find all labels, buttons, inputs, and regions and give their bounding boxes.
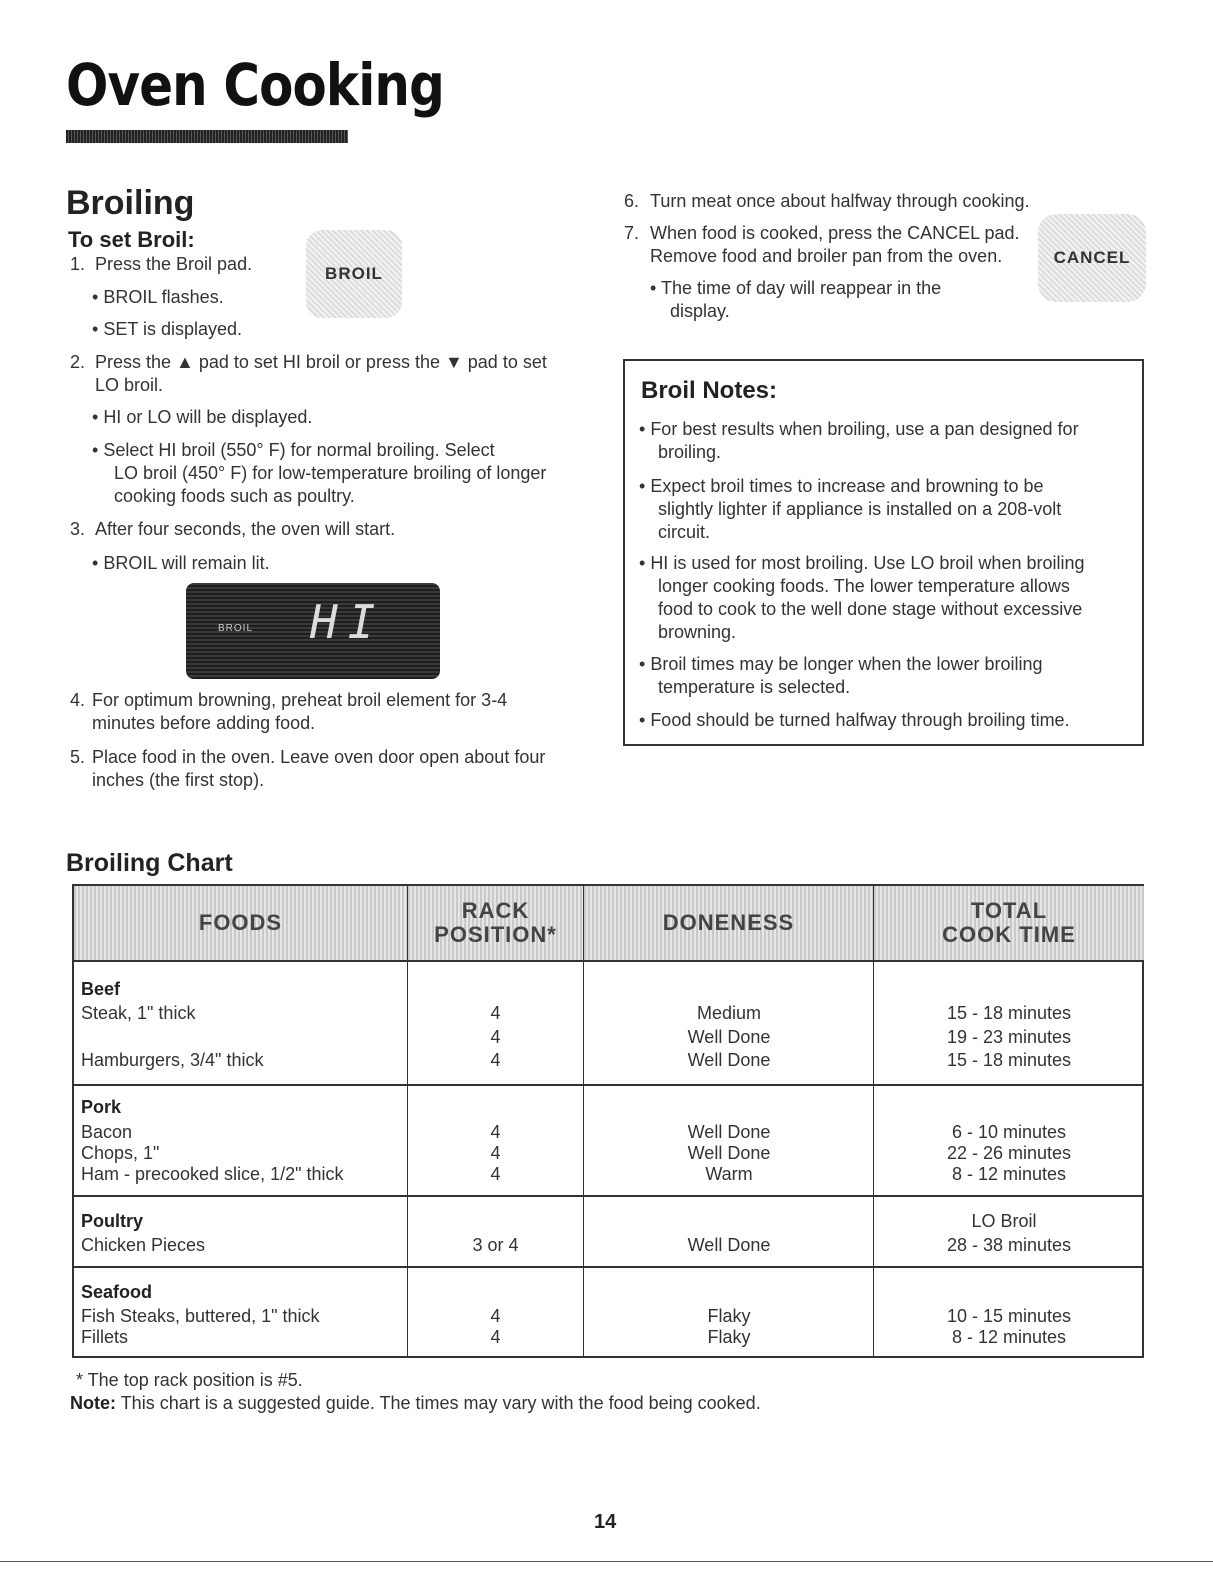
note-text: Expect broil times to increase and browning to be [650, 476, 1044, 496]
broil-notes-title: Broil Notes: [641, 377, 778, 404]
note-item: • HI is used for most broiling. Use LO broil when broiling longer cooking foods. The lower temperature allows food to cook to the well done stage without excessive browning. [639, 553, 1085, 642]
bullet-text-line3: cooking foods such as poultry. [114, 486, 355, 506]
food-cell: Ham - precooked slice, 1/2" thick [81, 1164, 344, 1184]
doneness-cell: Well Done [687, 1235, 771, 1255]
note-text: HI is used for most broiling. Use LO broil when broiling [650, 553, 1085, 573]
bullet-item: • SET is displayed. [92, 319, 243, 339]
note-item: • Food should be turned halfway through broiling time. [639, 710, 1070, 730]
broiling-chart-title: Broiling Chart [66, 849, 233, 877]
doneness-cell: Warm [705, 1164, 753, 1184]
rack-cell: 4 [490, 1003, 501, 1023]
bullet-text: Select HI broil (550° F) for normal broiling. Select [103, 440, 495, 460]
step-text-line2: Remove food and broiler pan from the oven. [650, 246, 1003, 266]
step-number: 4. [70, 690, 86, 710]
column-divider [873, 886, 874, 1356]
cook-time-cell: 8 - 12 minutes [951, 1164, 1067, 1184]
doneness-cell: Flaky [707, 1327, 751, 1347]
food-cell: Chops, 1" [81, 1143, 160, 1163]
step-number: 1. [70, 254, 86, 274]
step-text-line2: LO broil. [95, 375, 164, 395]
step-text: After four seconds, the oven will start. [95, 519, 396, 539]
cook-time-cell: 19 - 23 minutes [946, 1027, 1072, 1047]
doneness-cell: Well Done [687, 1122, 771, 1142]
broil-pad-label: BROIL [325, 264, 383, 283]
bullet-item: • The time of day will reappear in the [650, 278, 942, 298]
step-text: For optimum browning, preheat broil element for 3-4 [92, 690, 508, 710]
doneness-cell: Medium [696, 1003, 762, 1023]
bottom-rule [0, 1561, 1213, 1562]
note-text: temperature is selected. [658, 677, 851, 697]
bullet-item: • Select HI broil (550° F) for normal broiling. Select [92, 440, 495, 460]
note-text: For best results when broiling, use a pan designed for [650, 419, 1079, 439]
cook-time-cell: 10 - 15 minutes [946, 1306, 1072, 1326]
display-broil-indicator: BROIL [218, 623, 254, 634]
header-foods [74, 886, 407, 960]
note-text: food to cook to the well done stage without excessive [658, 599, 1083, 619]
note-text: slightly lighter if appliance is installed on a 208-volt [658, 499, 1062, 519]
bullet-text-line2: display. [670, 301, 730, 321]
header-rack-position [408, 886, 583, 960]
doneness-cell: Well Done [687, 1050, 771, 1070]
display-readout: HI [310, 595, 386, 649]
cook-time-cell: 28 - 38 minutes [946, 1235, 1072, 1255]
category-label-pork: Pork [81, 1097, 122, 1117]
note-label: Note: [70, 1393, 116, 1413]
food-cell: Hamburgers, 3/4" thick [81, 1050, 264, 1070]
bullet-item: • HI or LO will be displayed. [92, 407, 313, 427]
step-text: Press the ▲ pad to set HI broil or press the ▼ pad to set [95, 352, 547, 372]
category-label-seafood: Seafood [81, 1282, 153, 1302]
note-text: Food should be turned halfway through broiling time. [650, 710, 1070, 730]
category-label-beef: Beef [81, 979, 121, 999]
broil-pad-button [306, 230, 402, 318]
cancel-pad-label: CANCEL [1053, 248, 1131, 267]
bullet-text-line2: LO broil (450° F) for low-temperature broiling of longer [114, 463, 547, 483]
rack-cell: 3 or 4 [472, 1235, 519, 1255]
cook-time-cell: 22 - 26 minutes [946, 1143, 1072, 1163]
note-text: longer cooking foods. The lower temperature allows [658, 576, 1070, 596]
doneness-cell: Well Done [687, 1143, 771, 1163]
row-divider [74, 960, 1142, 962]
header-doneness [584, 886, 873, 960]
header-text [434, 899, 557, 947]
step-text: Place food in the oven. Leave oven door open about four [92, 747, 546, 767]
header-line: POSITION* [434, 922, 557, 947]
step-text: Turn meat once about halfway through cooking. [650, 191, 1030, 211]
food-cell: Chicken Pieces [81, 1235, 206, 1255]
title-underline [66, 130, 348, 143]
subheading-set-broil: To set Broil: [68, 227, 195, 252]
note-text: This chart is a suggested guide. The times may vary with the food being cooked. [120, 1393, 761, 1413]
food-cell: Steak, 1" thick [81, 1003, 196, 1023]
note-text: circuit. [658, 522, 711, 542]
category-label-poultry: Poultry [81, 1211, 144, 1231]
cook-time-cell: 15 - 18 minutes [946, 1003, 1072, 1023]
note-text: broiling. [658, 442, 722, 462]
step-number: 2. [70, 352, 86, 372]
note-text: browning. [658, 622, 737, 642]
row-divider [74, 1266, 1142, 1268]
row-divider [74, 1084, 1142, 1086]
section-heading-broiling: Broiling [66, 184, 195, 222]
header-line: RACK [461, 898, 530, 923]
food-cell: Bacon [81, 1122, 133, 1142]
bullet-text: BROIL flashes. [103, 287, 224, 307]
header-line: TOTAL [970, 898, 1048, 923]
food-cell: Fish Steaks, buttered, 1" thick [81, 1306, 320, 1326]
note-item: • Expect broil times to increase and browning to be slightly lighter if appliance is installed on a 208-volt circuit. [639, 476, 1062, 542]
step-text-line2: minutes before adding food. [92, 713, 316, 733]
cook-time-cell: 15 - 18 minutes [946, 1050, 1072, 1070]
row-divider [74, 1195, 1142, 1197]
step-number: 7. [624, 223, 640, 243]
column-divider [583, 886, 584, 1356]
note-item: • For best results when broiling, use a pan designed for broiling. [639, 419, 1079, 462]
rack-cell: 4 [490, 1027, 501, 1047]
step-text: Press the Broil pad. [95, 254, 253, 274]
cancel-pad-button [1038, 214, 1146, 302]
rack-cell: 4 [490, 1327, 501, 1347]
broiling-chart-table [72, 884, 1144, 1358]
header-text [942, 899, 1076, 947]
doneness-cell: Flaky [707, 1306, 751, 1326]
step-number: 6. [624, 191, 640, 211]
step-text-line2: inches (the first stop). [92, 770, 265, 790]
doneness-cell: Well Done [687, 1027, 771, 1047]
rack-cell: 4 [490, 1306, 501, 1326]
step-number: 5. [70, 747, 86, 767]
rack-cell: 4 [490, 1050, 501, 1070]
rack-footnote: * The top rack position is #5. [76, 1370, 303, 1390]
chart-note [70, 1393, 761, 1414]
note-item: • Broil times may be longer when the lower broiling temperature is selected. [639, 654, 1043, 697]
food-cell: Fillets [81, 1327, 129, 1347]
header-text: DONENESS [662, 910, 795, 935]
cook-time-cell: LO Broil [971, 1211, 1037, 1231]
bullet-text: HI or LO will be displayed. [103, 407, 313, 427]
bullet-text: The time of day will reappear in the [660, 278, 942, 298]
step-text: When food is cooked, press the CANCEL pad. [650, 223, 1020, 243]
bullet-item: • BROIL flashes. [92, 287, 224, 307]
cook-time-cell: 6 - 10 minutes [951, 1122, 1067, 1142]
rack-cell: 4 [490, 1143, 501, 1163]
bullet-text: SET is displayed. [103, 319, 243, 339]
oven-display-panel [186, 583, 440, 679]
page-number: 14 [594, 1511, 617, 1533]
header-total-cook-time [874, 886, 1144, 960]
rack-cell: 4 [490, 1122, 501, 1142]
header-line: COOK TIME [942, 922, 1076, 947]
broil-notes-box [623, 359, 1144, 746]
step-number: 3. [70, 519, 86, 539]
note-text: Broil times may be longer when the lower broiling [650, 654, 1043, 674]
rack-cell: 4 [490, 1164, 501, 1184]
header-text: FOODS [198, 910, 283, 935]
page-title: Oven Cooking [66, 51, 444, 119]
cook-time-cell: 8 - 12 minutes [951, 1327, 1067, 1347]
column-divider [407, 886, 408, 1356]
bullet-item: • BROIL will remain lit. [92, 553, 270, 573]
bullet-text: BROIL will remain lit. [103, 553, 270, 573]
